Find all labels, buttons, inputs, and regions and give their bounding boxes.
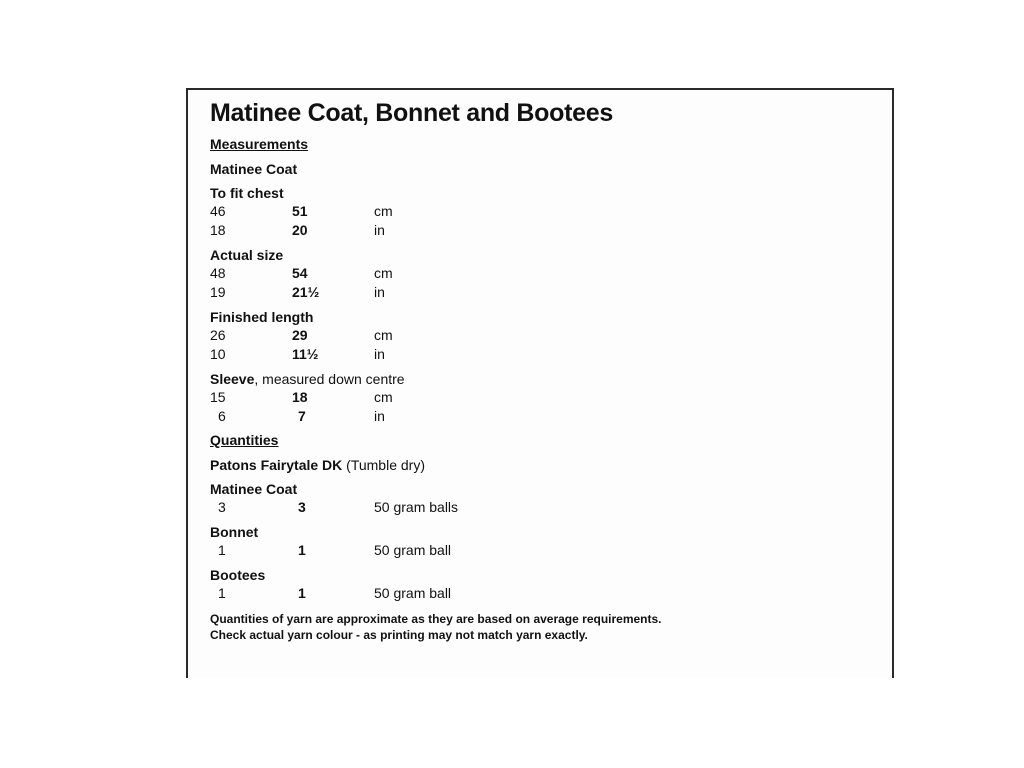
footer-line: Quantities of yarn are approximate as they are based on average requirements. (210, 612, 662, 626)
size-large-value: 3 (298, 499, 306, 515)
quantity-group-matinee-coat (210, 480, 882, 517)
measurement-row (210, 326, 882, 345)
size-large-value: 20 (292, 222, 308, 238)
size-large-value: 1 (298, 542, 306, 558)
unit-label: in (374, 408, 385, 424)
measurement-row (210, 202, 882, 221)
size-small-value: 46 (210, 203, 226, 219)
size-small-value: 15 (210, 389, 226, 405)
measurement-row (210, 221, 882, 240)
footer-line: Check actual yarn colour - as printing may not match yarn exactly. (210, 628, 588, 642)
quantities-heading: Quantities (210, 432, 279, 448)
size-large-value: 54 (292, 265, 308, 281)
size-small-value: 6 (218, 408, 226, 424)
unit-label: in (374, 346, 385, 362)
quantity-row (210, 541, 882, 560)
unit-label: cm (374, 327, 393, 343)
page-title: Matinee Coat, Bonnet and Bootees (210, 99, 613, 127)
quantity-label: Bootees (210, 567, 266, 583)
measurement-label: Finished length (210, 309, 314, 325)
measurement-group-actual-size (210, 246, 882, 302)
measurement-row (210, 283, 882, 302)
measurement-row (210, 407, 882, 426)
size-small-value: 1 (218, 542, 226, 558)
quantity-label: Matinee Coat (210, 481, 298, 497)
size-small-value: 3 (218, 499, 226, 515)
unit-label: 50 gram balls (374, 499, 459, 515)
unit-label: in (374, 222, 385, 238)
measurements-heading: Measurements (210, 136, 309, 152)
size-small-value: 18 (210, 222, 226, 238)
size-small-value: 48 (210, 265, 226, 281)
size-large-value: 51 (292, 203, 308, 219)
quantity-group-bootees (210, 566, 882, 603)
footer-note (210, 611, 882, 643)
unit-label: 50 gram ball (374, 585, 452, 601)
size-small-value: 26 (210, 327, 226, 343)
size-large-value: 1 (298, 585, 306, 601)
yarn-label: Patons Fairytale DK (Tumble dry) (210, 457, 425, 473)
size-small-value: 19 (210, 284, 226, 300)
quantity-row (210, 584, 882, 603)
size-small-value: 1 (218, 585, 226, 601)
unit-label: cm (374, 389, 393, 405)
pattern-content (210, 98, 882, 643)
measurement-row (210, 388, 882, 407)
size-large-value: 7 (298, 408, 306, 424)
measurement-label: Actual size (210, 247, 284, 263)
measurement-group-chest (210, 184, 882, 240)
size-large-value: 21½ (292, 284, 320, 300)
quantity-group-bonnet (210, 523, 882, 560)
unit-label: cm (374, 265, 393, 281)
pattern-sheet (186, 88, 894, 678)
size-large-value: 11½ (292, 346, 319, 362)
size-small-value: 10 (210, 346, 226, 362)
unit-label: cm (374, 203, 393, 219)
measurement-row (210, 264, 882, 283)
measurement-label: Sleeve, measured down centre (210, 371, 405, 387)
size-large-value: 29 (292, 327, 308, 343)
size-large-value: 18 (292, 389, 308, 405)
measurement-row (210, 345, 882, 364)
measurement-label: To fit chest (210, 185, 284, 201)
measurement-group-sleeve (210, 370, 882, 426)
unit-label: 50 gram ball (374, 542, 452, 558)
quantity-label: Bonnet (210, 524, 259, 540)
quantity-row (210, 498, 882, 517)
unit-label: in (374, 284, 385, 300)
garment-label: Matinee Coat (210, 161, 298, 177)
measurement-group-finished-length (210, 308, 882, 364)
